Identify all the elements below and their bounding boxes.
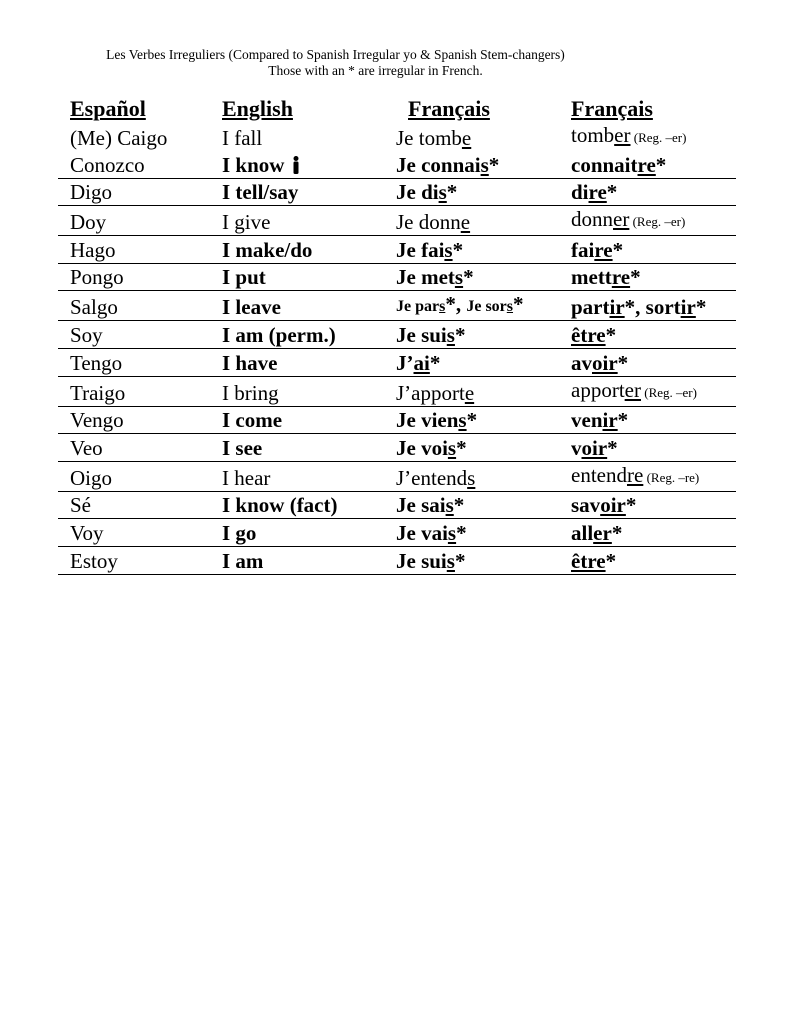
french-conjugated: Je sais*: [384, 491, 559, 519]
french-infinitive: mettre*: [559, 263, 736, 291]
header-title: Les Verbes Irreguliers (Compared to Spanish Irregular yo & Spanish Stem-changers): [106, 47, 565, 62]
french-infinitive: voir*: [559, 434, 736, 462]
table-row: [58, 376, 736, 406]
spanish-verb: Tengo: [58, 348, 210, 376]
french-conjugated: Je mets*: [384, 263, 559, 291]
spanish-verb: Doy: [58, 206, 210, 236]
english-verb: I hear: [210, 461, 384, 491]
french-infinitive: connaitre*: [559, 151, 736, 178]
column-header-english: English: [222, 96, 293, 121]
french-infinitive: avoir*: [559, 348, 736, 376]
spanish-verb: (Me) Caigo: [70, 126, 168, 150]
table-row: [58, 236, 736, 264]
spanish-verb: Digo: [58, 178, 210, 206]
spanish-verb: Estoy: [58, 546, 210, 574]
french-infinitive: aller*: [559, 519, 736, 547]
english-verb: I put: [210, 263, 384, 291]
table-row: [58, 263, 736, 291]
spanish-verb: Hago: [58, 236, 210, 264]
spanish-verb: Voy: [58, 519, 210, 547]
person-icon: [292, 156, 300, 174]
french-infinitive: être*: [559, 321, 736, 349]
table-row: [58, 178, 736, 206]
regular-note: (Reg. –er): [629, 214, 686, 230]
regular-note: (Reg. –re): [643, 469, 700, 485]
french-conjugated: J’apporte: [384, 376, 559, 406]
table-row: [58, 348, 736, 376]
table-row: [58, 461, 736, 491]
english-verb: I fall: [222, 126, 263, 150]
english-verb: I tell/say: [210, 178, 384, 206]
french-conjugated: Je fais*: [384, 236, 559, 264]
regular-note: (Reg. –er): [640, 384, 697, 400]
english-verb: I am (perm.): [210, 321, 384, 349]
english-verb: I leave: [210, 291, 384, 321]
french-infinitive: tomber (Reg. –er): [571, 123, 687, 147]
french-conjugated: Je dis*: [384, 178, 559, 206]
column-header-francais-conjugated: Français: [408, 96, 490, 121]
french-conjugated: Je vais*: [384, 519, 559, 547]
english-verb: I give: [210, 206, 384, 236]
english-verb: I am: [210, 546, 384, 574]
table-row: [58, 491, 736, 519]
spanish-verb: Soy: [58, 321, 210, 349]
document-header: [0, 47, 791, 79]
french-infinitive: être*: [559, 546, 736, 574]
french-conjugated: Je donne: [384, 206, 559, 236]
french-infinitive: savoir*: [559, 491, 736, 519]
column-header-espanol: Español: [70, 96, 146, 121]
table-row: [58, 406, 736, 434]
table-row: [58, 122, 736, 151]
table-row: [58, 206, 736, 236]
french-conjugated: J’entends: [384, 461, 559, 491]
french-infinitive: venir*: [559, 406, 736, 434]
french-conjugated: Je viens*: [384, 406, 559, 434]
french-conjugated: Je pars*, Je sors*: [384, 291, 559, 321]
english-verb: I have: [210, 348, 384, 376]
french-infinitive: dire*: [559, 178, 736, 206]
spanish-verb: Sé: [58, 491, 210, 519]
spanish-verb: Oigo: [58, 461, 210, 491]
french-infinitive: faire*: [559, 236, 736, 264]
spanish-verb: Conozco: [58, 151, 210, 178]
spanish-verb: Traigo: [58, 376, 210, 406]
english-verb: I bring: [210, 376, 384, 406]
english-verb: I know: [210, 151, 384, 178]
spanish-verb: Pongo: [58, 263, 210, 291]
column-header-francais-infinitive: Français: [571, 96, 653, 121]
english-verb: I make/do: [210, 236, 384, 264]
table-row: [58, 519, 736, 547]
french-infinitive: donner (Reg. –er): [559, 206, 736, 236]
english-verb: I go: [210, 519, 384, 547]
table-header-row: [58, 94, 736, 122]
table-row: [58, 546, 736, 574]
spanish-verb: Salgo: [58, 291, 210, 321]
french-infinitive: entendre (Reg. –re): [559, 461, 736, 491]
french-infinitive: partir*, sortir*: [559, 291, 736, 321]
french-conjugated: J’ai*: [384, 348, 559, 376]
french-infinitive: apporter (Reg. –er): [559, 376, 736, 406]
table-row: [58, 434, 736, 462]
header-note: Those with an * are irregular in French.: [268, 63, 483, 78]
table-row: [58, 321, 736, 349]
regular-note: (Reg. –er): [630, 130, 687, 145]
french-conjugated: Je suis*: [384, 546, 559, 574]
french-conjugated: Je vois*: [384, 434, 559, 462]
table-row: [58, 151, 736, 178]
french-conjugated: Je suis*: [384, 321, 559, 349]
spanish-verb: Veo: [58, 434, 210, 462]
french-conjugated: Je tombe: [396, 126, 472, 150]
english-verb: I see: [210, 434, 384, 462]
english-verb: I know (fact): [210, 491, 384, 519]
english-verb: I come: [210, 406, 384, 434]
spanish-verb: Vengo: [58, 406, 210, 434]
table-row: [58, 291, 736, 321]
french-conjugated: Je connais*: [384, 151, 559, 178]
verb-table: [58, 94, 736, 575]
